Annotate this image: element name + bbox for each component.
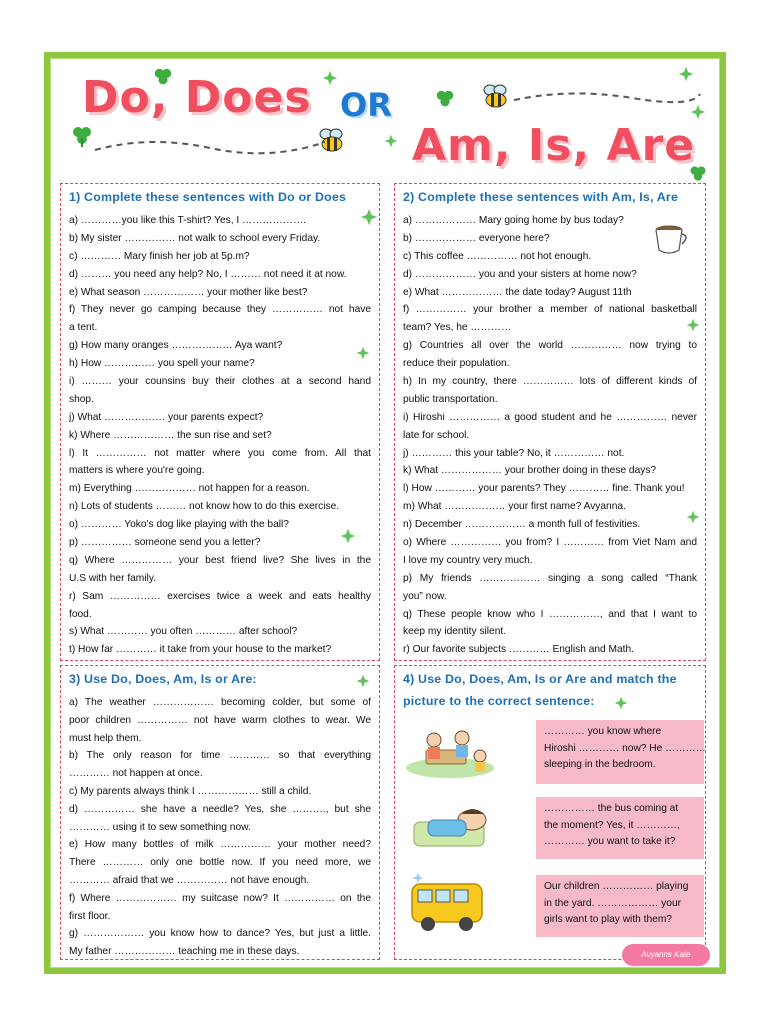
match-box-line: ………… you know where <box>544 726 662 737</box>
exercise-line: e) What season ……………… your mother like best? <box>69 286 308 298</box>
exercise-line: There ………… only one bottle now. If you need more, we <box>69 857 371 869</box>
exercise-line: o) ………… Yoko's dog like playing with the ball? <box>69 519 289 531</box>
exercise-line: you” now. <box>403 590 447 602</box>
exercise-line: My father ……………… teaching me in these days. <box>69 946 300 958</box>
exercise-line: m) What ……………… your first name? Avyanna. <box>403 501 626 513</box>
section-4-title-line-2: picture to the correct sentence: <box>403 694 595 708</box>
exercise-line: ………… using it to sew something now. <box>69 821 251 833</box>
exercise-line: d) ……… you need any help? No, I ……… not need it at now. <box>69 268 347 280</box>
match-box-line: Our children …………… playing <box>544 881 689 892</box>
star-icon <box>690 104 706 120</box>
match-box-2 <box>536 797 704 859</box>
title-am-is-are: Am, Is, Are <box>412 120 696 171</box>
section-2-lines <box>403 212 697 659</box>
exercise-line: m) Everything ……………… not happen for a reason. <box>69 483 310 495</box>
exercise-line: c) ………… Mary finish her job at 5p.m? <box>69 250 250 262</box>
author-badge: Avyanns Kate <box>622 944 710 966</box>
exercise-line: b) My sister …………… not walk to school every Friday. <box>69 232 321 244</box>
bee-icon <box>480 82 512 110</box>
exercise-line: poor children …………… not have warm clothes to wear. We <box>69 714 371 726</box>
exercise-line: r) Our favorite subjects ………… English and Math. <box>403 644 634 656</box>
section-3-lines <box>69 694 371 961</box>
exercise-line: ………… afraid that we …………… not have enough. <box>69 874 310 886</box>
dashed-path-decoration <box>90 130 330 160</box>
exercise-line: h) How …………… you spell your name? <box>69 358 255 370</box>
exercise-line: d) ……………… you and your sisters at home now? <box>403 268 637 280</box>
exercise-line: n) December ……………… a month full of festivities. <box>403 519 641 531</box>
match-box-line: girls want to play with them? <box>544 914 672 925</box>
exercise-line: c) This coffee …………… not hot enough. <box>403 250 592 262</box>
exercise-line: a tent. <box>69 322 98 334</box>
exercise-line: g) ……………… you know how to dance? Yes, but just a little. <box>69 928 371 940</box>
exercise-line: e) How many bottles of milk …………… your mother need? <box>69 839 371 851</box>
exercise-line: a) The weather ……………… becoming colder, but some of <box>69 697 371 708</box>
exercise-line: reduce their population. <box>403 358 510 370</box>
exercise-line: r) Sam …………… exercises twice a week and eats healthy <box>69 590 371 602</box>
dashed-path-decoration <box>512 86 702 110</box>
match-box-line: ………… you want to take it? <box>544 836 676 847</box>
exercise-line: q) Where …………… your best friend live? She lives in the <box>69 554 371 566</box>
section-3-panel <box>60 665 380 960</box>
exercise-line: j) ………… this your table? No, it …………… not. <box>403 447 625 459</box>
exercise-line: keep my identity silent. <box>403 626 507 638</box>
match-box-line: sleeping in the bedroom. <box>544 759 656 770</box>
exercise-line: a) …………you like this T-shirt? Yes, I ………………. <box>69 215 307 226</box>
exercise-line: p) …………… someone send you a letter? <box>69 537 261 549</box>
match-box-line: in the yard. ……………… your <box>544 897 682 909</box>
exercise-line: a) ……………… Mary going home by bus today? <box>403 215 624 226</box>
section-1-title: 1) Complete these sentences with Do or Does <box>69 190 347 204</box>
section-1-lines <box>69 212 371 659</box>
clover-icon <box>434 88 456 110</box>
section-4-title-line-1: 4) Use Do, Does, Am, Is or Are and match the <box>403 672 677 686</box>
star-icon <box>322 70 338 86</box>
exercise-line: i) Hiroshi …………… a good student and he …………… never <box>403 411 697 423</box>
exercise-line: k) Where ……………… the sun rise and set? <box>69 429 272 441</box>
exercise-line: team? Yes, he ………… <box>403 322 512 334</box>
exercise-line: late for school. <box>403 429 470 441</box>
exercise-line: I love my country very much. <box>403 554 533 566</box>
title-or: OR <box>340 86 392 124</box>
exercise-line: o) Where …………… you from? I ………… from Viet Nam and <box>403 537 697 549</box>
exercise-line: k) What ……………… your brother doing in these days? <box>403 465 657 477</box>
exercise-line: s) What ………… you often ………… after school? <box>69 626 298 638</box>
coffee-cup-icon <box>652 224 692 258</box>
exercise-line: b) The only reason for time ………… so that everything <box>69 750 371 762</box>
section-3-title: 3) Use Do, Does, Am, Is or Are: <box>69 672 257 686</box>
exercise-line: g) How many oranges ……………… Aya want? <box>69 340 283 352</box>
exercise-line: l) How ………… your parents? They ………… fine. Thank you! <box>403 483 685 495</box>
match-box-3 <box>536 875 704 937</box>
exercise-line: first floor. <box>69 910 111 922</box>
match-box-1 <box>536 720 704 784</box>
boy-sleeping-picture <box>410 800 496 850</box>
exercise-line: f) They never go camping because they …………… not have <box>69 304 371 316</box>
exercise-line: b) ……………… everyone here? <box>403 232 550 244</box>
exercise-line: h) In my country, there …………… lots of different kinds of <box>403 376 697 388</box>
exercise-line: must help them. <box>69 732 142 744</box>
star-icon <box>678 66 694 82</box>
exercise-line: t) How far ………… it take from your house to the market? <box>69 644 332 656</box>
exercise-line: matters is where you're going. <box>69 465 205 477</box>
exercise-line: U.S with her family. <box>69 572 156 584</box>
school-bus-picture <box>408 876 488 936</box>
section-1-panel <box>60 183 380 661</box>
exercise-line: c) My parents always think I ……………… still a child. <box>69 785 312 797</box>
exercise-line: i) ……… your counsins buy their clothes at a second hand <box>69 376 371 388</box>
exercise-line: l) It …………… not matter where you come from. All that <box>69 447 371 459</box>
match-box-line: the moment? Yes, it …………, <box>544 819 680 831</box>
exercise-line: shop. <box>69 393 94 405</box>
match-box-line: Hiroshi ………… now? He ………… <box>544 742 706 754</box>
exercise-line: d) …………… she have a needle? Yes, she ………., but she <box>69 803 371 815</box>
exercise-line: j) What ……………… your parents expect? <box>69 411 264 423</box>
match-box-line: …………… the bus coming at <box>544 803 679 814</box>
exercise-line: q) These people know who I ……………, and that I want to <box>403 608 697 620</box>
exercise-line: f) …………… your brother a member of national basketball <box>403 304 697 316</box>
exercise-line: g) Countries all over the world …………… now trying to <box>403 340 697 352</box>
exercise-line: p) My friends ……………… singing a song called “Thank <box>403 572 697 584</box>
exercise-line: f) Where ……………… my suitcase now? It …………… on the <box>69 892 371 904</box>
section-2-title: 2) Complete these sentences with Am, Is, Are <box>403 190 679 204</box>
exercise-line: e) What ……………… the date today? August 11th <box>403 286 632 298</box>
title-do-does: Do, Does <box>82 72 312 123</box>
exercise-line: public transportation. <box>403 393 498 405</box>
star-icon <box>384 134 398 148</box>
exercise-line: food. <box>69 608 92 620</box>
kids-playing-picture <box>404 722 496 780</box>
exercise-line: n) Lots of students ……… not know how to do this exercise. <box>69 501 340 513</box>
exercise-line: ………… not happen at once. <box>69 768 203 780</box>
star-icon <box>412 872 424 884</box>
